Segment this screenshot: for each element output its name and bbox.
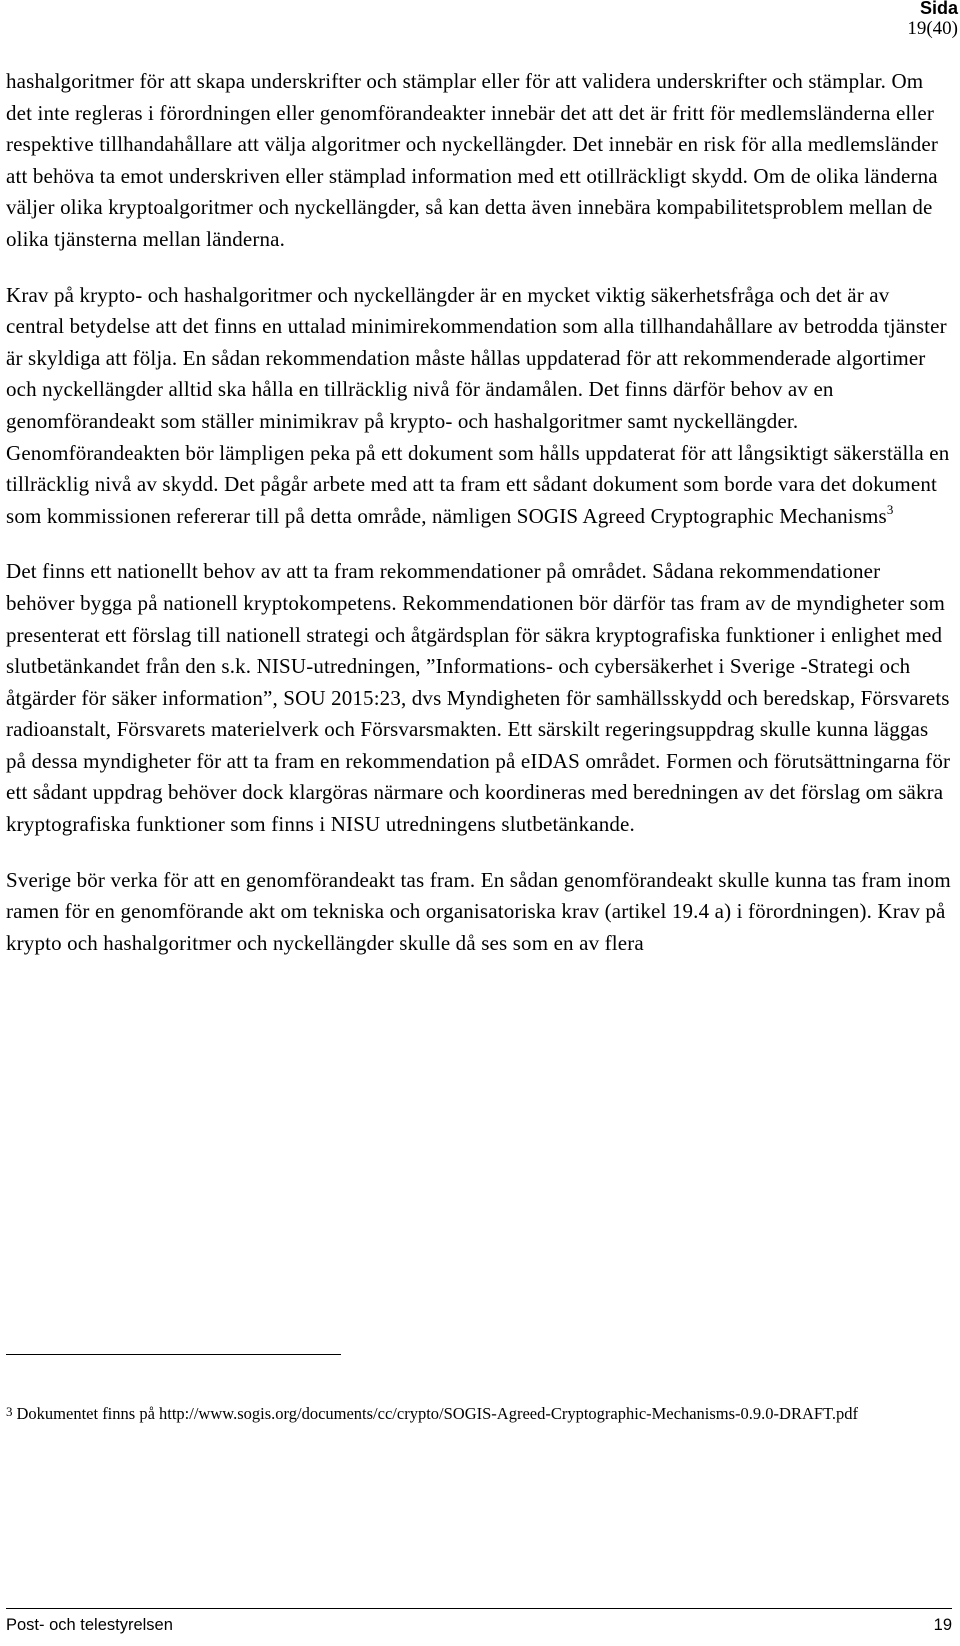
paragraph <box>6 280 952 533</box>
footnote-number: 3 <box>6 1404 13 1419</box>
page-header <box>907 0 958 42</box>
footnote-divider <box>6 1354 341 1355</box>
paragraph: Det finns ett nationellt behov av att ta fram rekommendationer på området. Sådana rekommendationer behöver bygga på nationell kryptokompetens. Rekommendationen bör därför tas fram av de myndigheter som presenterat ett förslag till nationell strategi och åtgärdsplan för säkra kryptografiska funktioner i enlighet med slutbetänkandet från den s.k. NISU-utredningen, ”Informations- och cybersäkerhet i Sverige -Strategi och åtgärder för säker information”, SOU 2015:23, dvs Myndigheten för samhällsskydd och beredskap, Försvarets radioanstalt, Försvarets materielverk och Försvarsmakten. Ett särskilt regeringsuppdrag skulle kunna läggas på dessa myndigheter för att ta fram en rekommendation på eIDAS området. Formen och förutsättningarna för ett sådant uppdrag behöver dock klargöras närmare och koordineras med beredningen av det förslag om säkra kryptografiska funktioner som finns i NISU utredningens slutbetänkande. <box>6 559 951 837</box>
page-footer <box>6 1612 952 1638</box>
paragraph: hashalgoritmer för att skapa underskrifter och stämplar eller för att validera underskrifter och stämplar. Om det inte regleras i förordningen eller genomförandeakter innebär det att det är fritt för medlemsländerna eller respektive tillhandahållare att välja algoritmer och nyckellängder. Det innebär en risk för alla medlemsländer att behöva ta emot underskriven eller stämplad information med ett otillräckligt skydd. Om de olika länderna väljer olika kryptoalgoritmer och nyckellängder, så kan detta även innebära kompabilitetsproblem mellan de olika tjänsterna mellan länderna. <box>6 69 938 251</box>
document-body <box>6 66 952 983</box>
page-info: 19(40) <box>907 18 958 39</box>
footnote-text: Dokumentet finns på http://www.sogis.org/documents/cc/crypto/SOGIS-Agreed-Cryptographic-Mechanisms-0.9.0-DRAFT.pdf <box>16 1404 859 1423</box>
paragraph: Sverige bör verka för att en genomförandeakt tas fram. En sådan genomförandeakt skulle kunna tas fram inom ramen för en genomförande akt om tekniska och organisatoriska krav (artikel 19.4 a) i förordningen). Krav på krypto och hashalgoritmer och nyckellängder skulle då ses som en av flera <box>6 867 951 955</box>
footer-page-number: 19 <box>933 1616 952 1634</box>
page-label: Sida <box>919 0 958 18</box>
paragraph-text: Krav på krypto- och hashalgoritmer och nyckellängder är en mycket viktig säkerhetsfråga och det är av central betydelse att det finns en uttalad minimirekommendation som alla tillhandahållare av betrodda tjänster är skyldiga att följa. En sådan rekommendation måste hållas uppdaterad för att rekommenderade algortimer och nyckellängder alltid ska hålla en tillräcklig nivå för ändamålen. Det finns därför behov av en genomförandeakt som ställer minimikrav på krypto- och hashalgoritmer samt nyckellängder. Genomförandeakten bör lämpligen peka på ett dokument som hålls uppdaterat för att långsiktigt säkerställa en tillräcklig nivå av skydd. Det pågår arbete med att ta fram ett sådant dokument som borde vara det dokument som kommissionen refererar till på detta område, nämligen SOGIS Agreed Cryptographic Mechanisms <box>6 282 950 528</box>
footnote <box>6 1400 948 1426</box>
footnote-reference[interactable]: 3 <box>886 501 894 517</box>
footer-organization: Post- och telestyrelsen <box>6 1616 173 1634</box>
footer-divider <box>6 1608 952 1609</box>
